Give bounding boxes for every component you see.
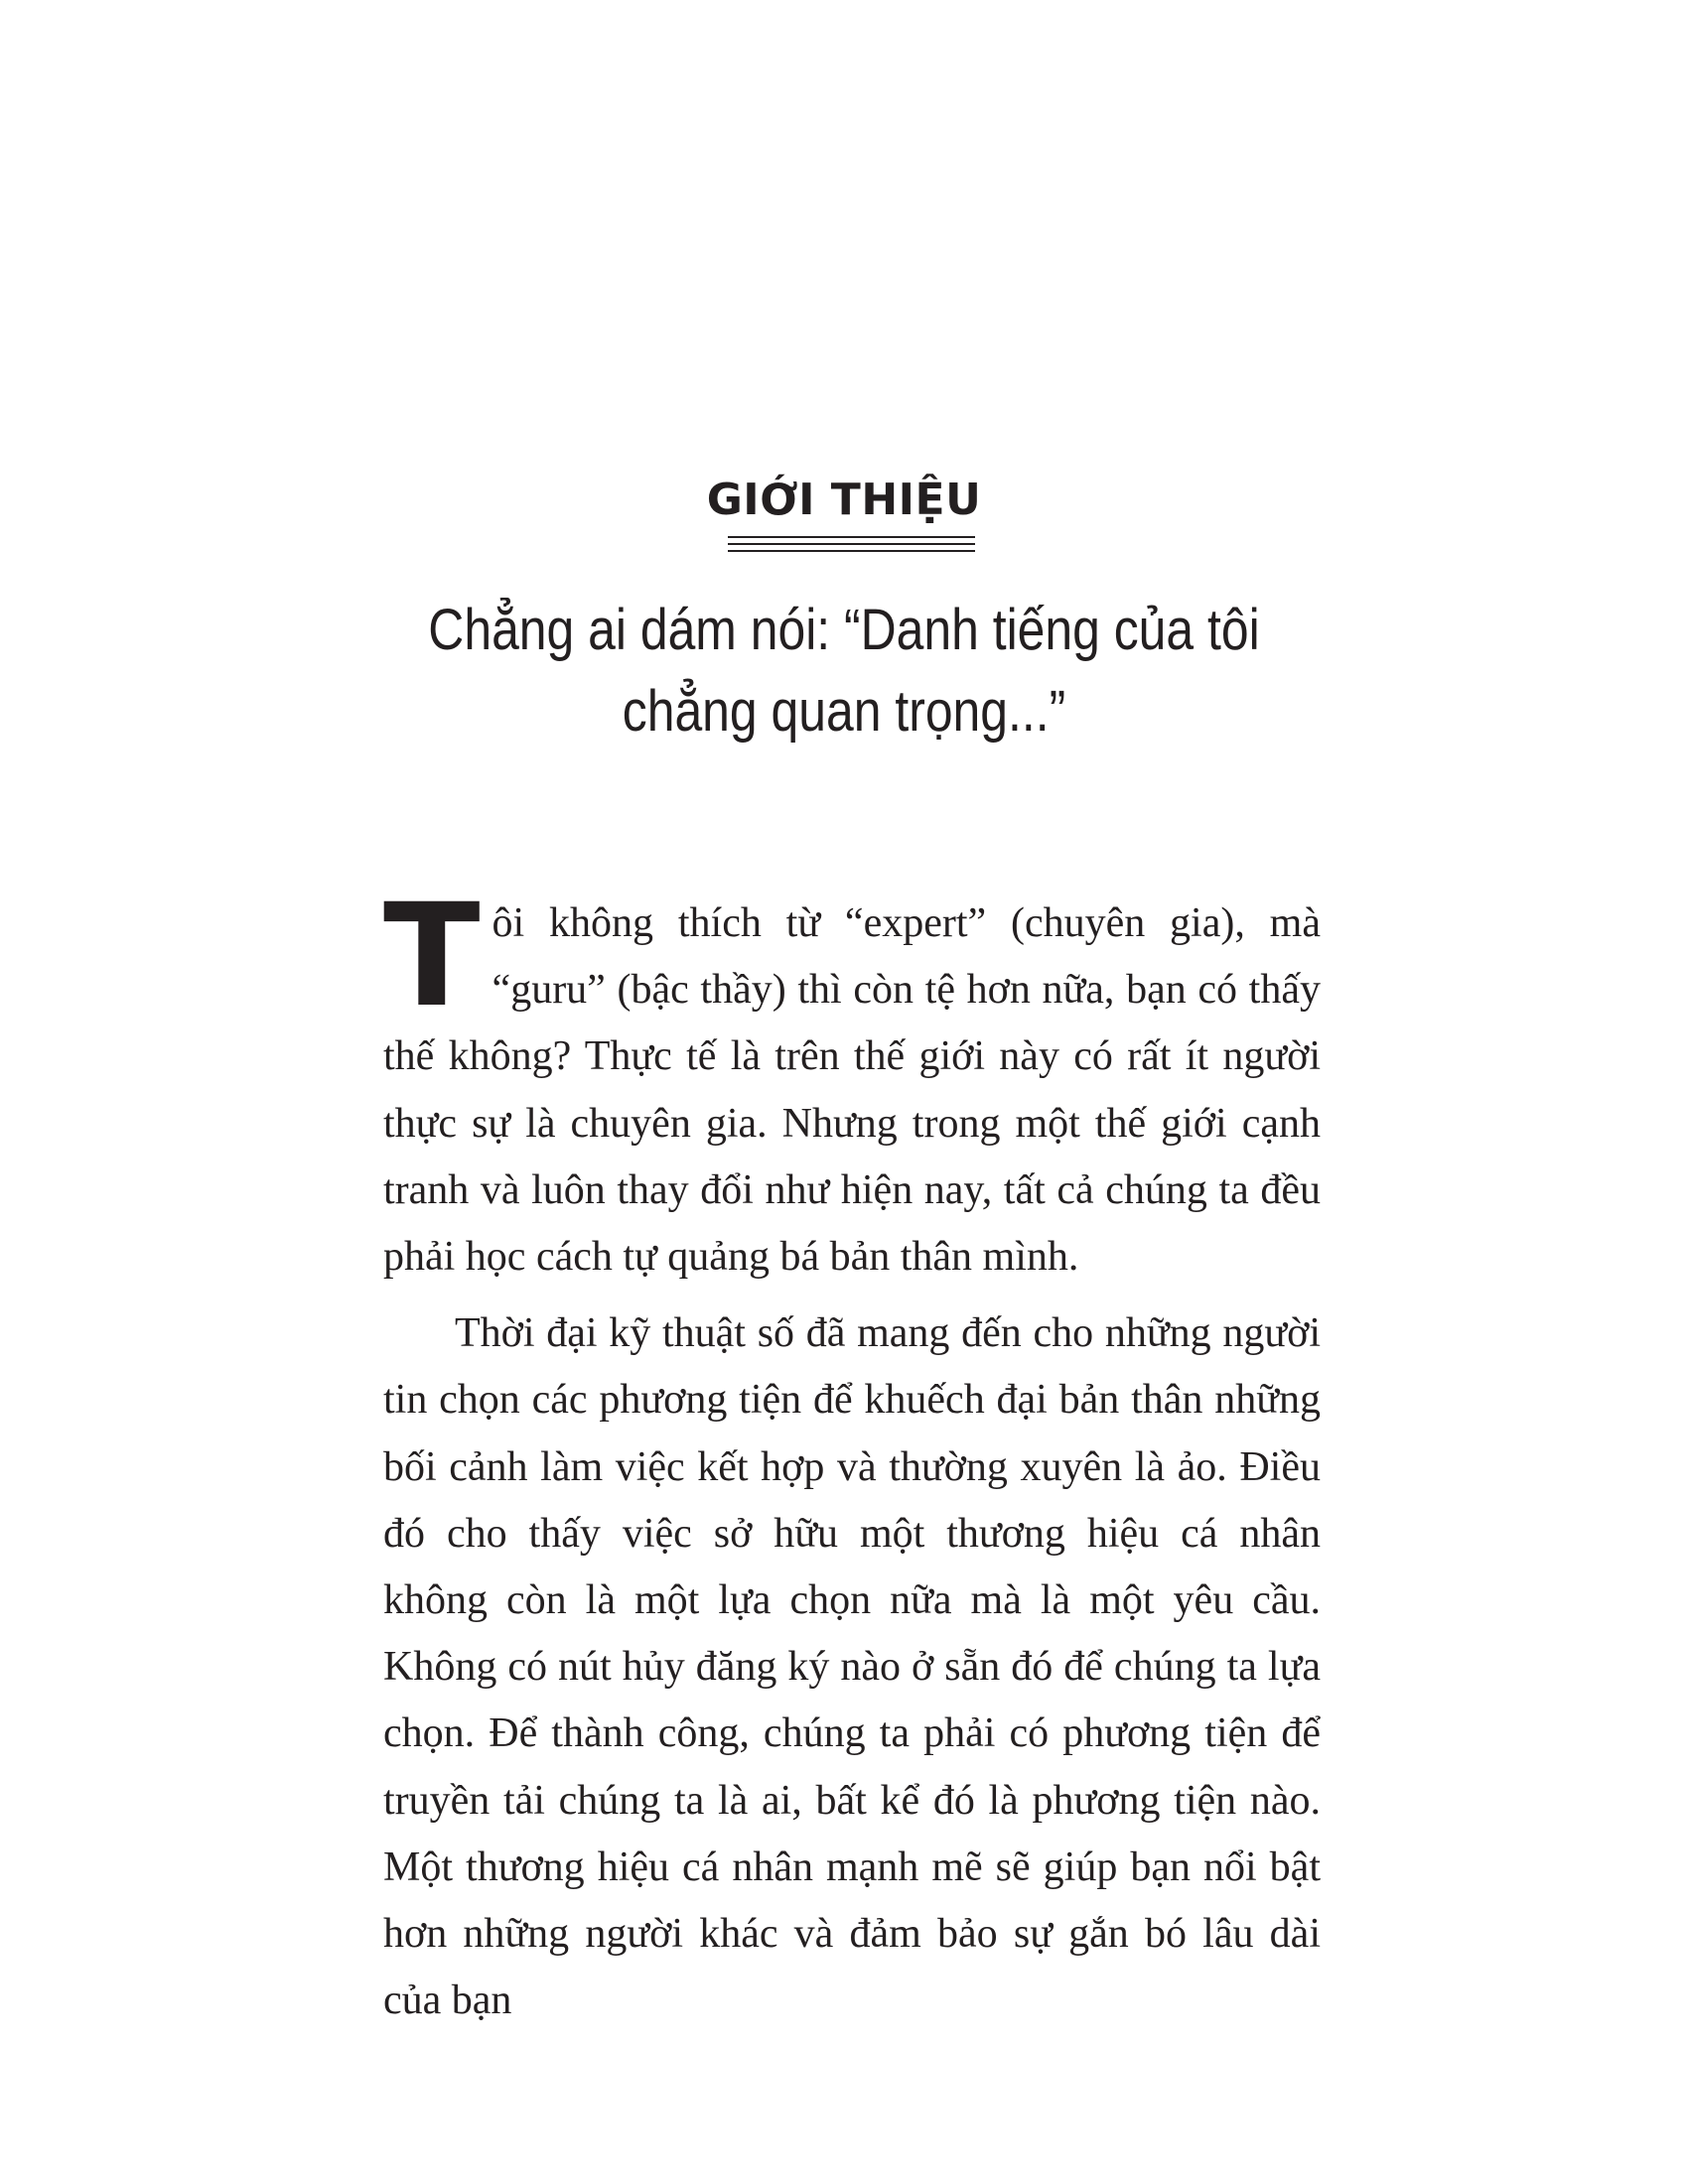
chapter-subtitle [374,590,1314,752]
drop-cap: T [383,873,481,1038]
subtitle-line-1: Chẳng ai dám nói: “Danh tiếng của tôi [428,598,1260,662]
subtitle-line-2: chẳng quan trọng...” [622,679,1066,744]
heading-rule-middle [728,543,975,545]
chapter-label: GIỚI THIỆU [706,475,982,525]
heading-rule-top [728,536,975,538]
heading-rule-bottom [728,550,975,552]
paragraph-2-text: Thời đại kỹ thuật số đã mang đến cho những người tin chọn các phương tiện để khuếch đại bản thân những bối cảnh làm việc kết hợp và thường xuyên là ảo. Điều đó cho thấy việc sở hữu một thương hiệu cá nhân không còn là một lựa chọn nữa mà là một yêu cầu. Không có nút hủy đăng ký nào ở sẵn đó để chúng ta lựa chọn. Để thành công, chúng ta phải có phương tiện để truyền tải chúng ta là ai, bất kể đó là phương tiện nào. Một thương hiệu cá nhân mạnh mẽ sẽ giúp bạn nổi bật hơn những người khác và đảm bảo sự gắn bó lâu dài của bạn [383,1310,1321,2024]
body-text [383,873,1321,2034]
paragraph-2 [383,1300,1321,2034]
paragraph-1 [383,873,1321,1291]
paragraph-1-text: ôi không thích từ “expert” (chuyên gia), mà “guru” (bậc thầy) thì còn tệ hơn nữa, bạn có thấy thế không? Thực tế là trên thế giới này có rất ít người thực sự là chuyên gia. Nhưng trong một thế giới cạnh tranh và luôn thay đổi như hiện nay, tất cả chúng ta đều phải học cách tự quảng bá bản thân mình. [383,900,1321,1281]
